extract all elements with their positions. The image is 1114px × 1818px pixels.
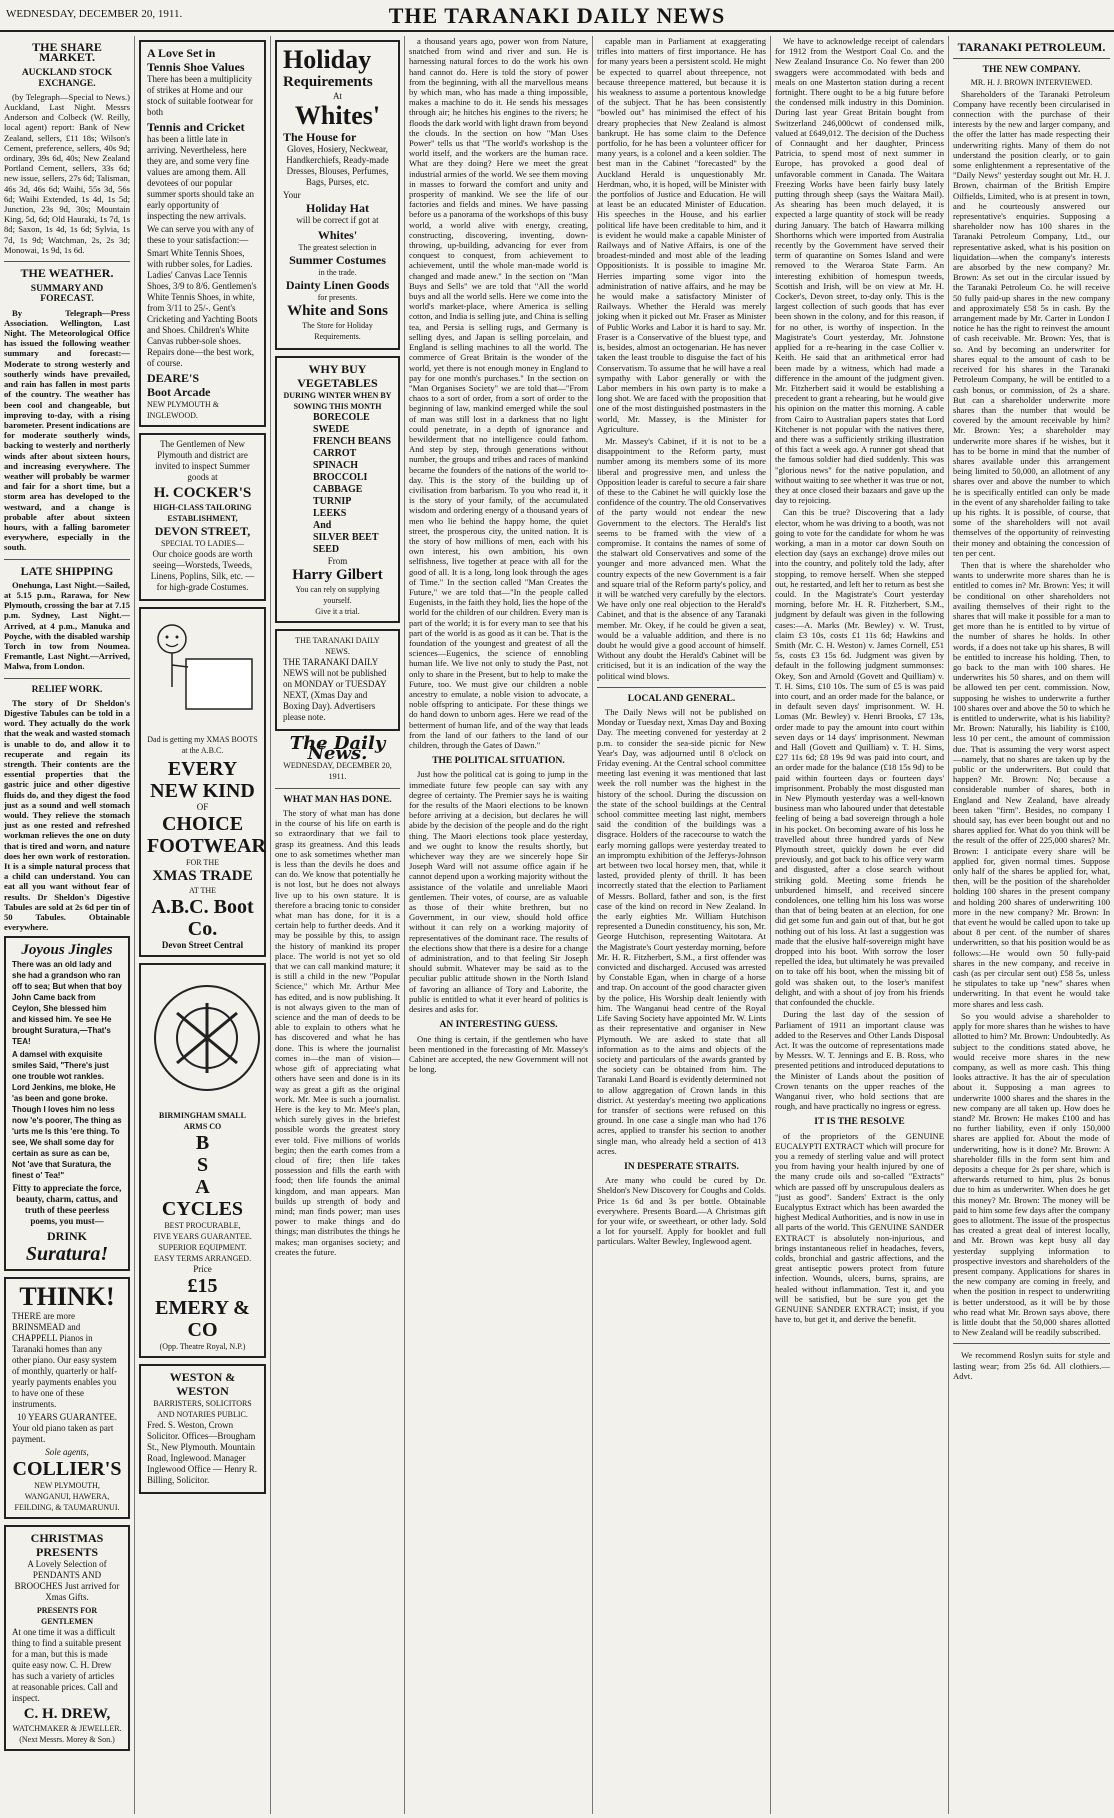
column-2 — [134, 36, 270, 1814]
resolve-text: of the proprietors of the GENUINE EUCALYPTI EXTRACT which will procure for you a remedy of sterling value and will protect you from having your health injured by one of the many crude oils and so-called "Extracts" which are passed off by unscrupulous dealers as "just as good". Sanders' Extract is the only Eucalyptus Extract which has been awarded the highest Medical Authorities, and is now in use in all parts of the world. This GENUINE SANDER EXTRACT is absolutely non-injurious, and brings instantaneous relief in headaches, fevers, colds, bronchial and gastric affections, and the great antiseptic powers protect from future infection. Wounds, ulcers, burns, sprains, are healed without inflammation. Test it, and you will be satisfied, but be sure you get the GENUINE SANDER EXTRACT; insist, if you have to, but get it, and derive the benefit. — [775, 1130, 944, 1325]
divider — [275, 788, 400, 789]
at-the-label: AT THE — [188, 886, 217, 895]
new-company-heading: THE NEW COMPANY. — [982, 65, 1081, 76]
house-text: Gloves, Hosiery, Neckwear, Handkerchiefs, Ready-made Dresses, Blouses, Perfumes, Bags, Purses, etc. — [286, 144, 389, 187]
list-item: CARROT — [313, 448, 357, 459]
cocker-intro: The Gentlemen of New Plymouth and district are invited to inspect Summer goods at — [155, 439, 250, 482]
weather-sub: SUMMARY AND FORECAST. — [30, 284, 104, 305]
presents-gent-heading: PRESENTS FOR GENTLEMEN — [36, 1606, 98, 1627]
local-heading: LOCAL AND GENERAL. — [627, 693, 736, 704]
special-ladies: SPECIAL TO LADIES— — [161, 539, 244, 548]
vegetable-list — [283, 412, 392, 556]
relief-heading: RELIEF WORK. — [31, 684, 103, 695]
divider — [4, 261, 130, 262]
vegetables-ad — [275, 356, 400, 623]
five-years-label: FIVE YEARS GUARANTEE. — [153, 1232, 252, 1241]
roslyn-text: We recommend Roslyn suits for style and lasting wear; from 25s 6d. All clothiers.—Advt. — [953, 1350, 1110, 1381]
bsa-ring-text: BIRMINGHAM SMALL ARMS CO — [159, 1111, 246, 1131]
deare-name: DEARE'S — [147, 371, 200, 385]
your-label: Your — [283, 190, 301, 200]
shipping-heading: LATE SHIPPING — [20, 563, 114, 578]
resolve-heading: IT IS THE RESOLVE — [814, 1117, 905, 1128]
in-trade: in the trade. — [318, 268, 357, 277]
emery-name: EMERY & CO — [155, 1297, 250, 1341]
jingle-b: A damsel with exquisite smiles Said, "There's just one trouble wot rankles. Lord Jenkins, me bloke, He 'as been and gone broke. Though I loves him no less now 'e's poorer, The thing as 'urts me Is this 'ere thing. To see, We shall some day for certain as sure as can be, Not 'ave that Suratura, the finest o' Tea!" — [12, 1050, 122, 1181]
boy-illustration — [147, 617, 258, 730]
share-market-sub: AUCKLAND STOCK EXCHANGE. — [21, 68, 113, 89]
weston-ad — [139, 1364, 266, 1494]
colliers-name: COLLIER'S — [12, 1458, 122, 1481]
every-new-kind: EVERY NEW KIND — [150, 758, 255, 802]
weston-sub: BARRISTERS, SOLICITORS AND NOTARIES PUBLIC. — [153, 1399, 252, 1419]
presents-text: At one time it was a difficult thing to find a suitable present for a man, but this is made quite easy now. C. H. Drew has such a variety of articles at reasonable prices. Call and inspect. — [12, 1627, 122, 1704]
masthead-date: WEDNESDAY, DECEMBER 20, 1911. — [6, 8, 183, 20]
silver-beet: SILVER BEET SEED — [313, 532, 379, 555]
column-7 — [948, 36, 1114, 1814]
weston-name: WESTON & WESTON — [169, 1370, 236, 1398]
interesting-text: One thing is certain, if the gentlemen who have been mentioned in the forecasting of Mr. Massey's Cabinet are accepted, the new Government will not be long. — [409, 1033, 588, 1075]
notice-text: THE TARANAKI DAILY NEWS will not be published on MONDAY or TUESDAY NEXT, (Xmas Day and Boxing Day). Advertisers please note. — [283, 657, 387, 722]
leader-date: WEDNESDAY, DECEMBER 20, 1911. — [283, 761, 392, 781]
interesting-heading: AN INTERESTING GUESS. — [439, 1020, 558, 1031]
cycles-label: CYCLES — [161, 1198, 244, 1220]
love-set: A Love Set in — [147, 46, 216, 60]
at-label: At — [333, 91, 342, 101]
best-label: BEST PROCURABLE, — [164, 1221, 241, 1230]
store-holiday: The Store for Holiday Requirements. — [302, 321, 373, 341]
tc-list: Smart White Tennis Shoes, with rubber soles, for Ladies. Ladies' Canvas Lace Tennis Shoes, 3/9 to 8/6. Gentlemen's White Tennis Shoes, in white, from 3/11 to 25/-. Gent's Cricketing and Yachting Boots and Shoes. Children's White Canvas rubber-sole shoes. Repairs done—the best work, of course. — [147, 248, 258, 368]
man-heading: WHAT MAN HAS DONE. — [283, 794, 392, 805]
bsa-logo — [147, 973, 258, 1106]
choice-footwear: CHOICE FOOTWEAR — [147, 813, 266, 857]
whites-ad — [275, 40, 400, 350]
divider — [953, 1343, 1110, 1344]
politics-text-2: Mr. Massey's Cabinet, if it is not to be a disappointment to the Reform party, must number among its members some of its more liberal and progressive men, and unless the Opposition leader is careful to secure a fair share of these to the Cabinet he will quickly lose the confidence of the country. The old Conservatives of the party would not endear the new Government to the electors. The Herald's list seems to be framed with the view of a compromise. It contains the names of some of the stalwart old Conservatives and some of the younger and more advanced men. What the country expects of the new Government is a fair and square trial of the Reform party's policy, and it will be watched very carefully by the electors. We have only one real objection to the Herald's Cabinet, and that is the absence of any Taranaki member. Mr. Okey, if he could be given a seat, would be a valuable addition, and there is no doubt he would give a good account of himself. Without any doubt the Herald's Cabinet will be criticised, but it is an indication of the way the political wind blows. — [597, 435, 766, 681]
masthead-title: THE TARANAKI DAILY NEWS — [388, 3, 726, 28]
list-item: SWEDE — [313, 424, 350, 435]
suratura-ad — [4, 936, 130, 1271]
column-4 — [404, 36, 592, 1814]
tc-serve: We can serve you with any of these to your satisfaction:— — [147, 224, 254, 245]
brown-sub: MR. H. J. BROWN INTERVIEWED. — [970, 78, 1093, 88]
divider — [4, 559, 130, 560]
daily-news-logo: The Daily News. — [289, 733, 386, 765]
notice-title: THE TARANAKI DAILY NEWS. — [295, 636, 380, 656]
colliers-towns: NEW PLYMOUTH, WANGANUI, HAWERA, FEILDING, & TAUMARUNUI. — [14, 1481, 120, 1513]
christmas-heading: CHRISTMAS PRESENTS — [30, 1531, 104, 1560]
list-item: LEEKS — [313, 508, 347, 519]
guarantee-text: Your old piano taken as part payment. — [12, 1423, 114, 1445]
jingle-a: There was an old lady and she had a grandson who ran off to sea; But when that boy John Came back from Ceylon, She blessed him and kissed him. Ye see He brought Suratura,—That's TEA! — [12, 960, 122, 1047]
devon-central: Devon Street Central — [161, 940, 244, 950]
abc-boot-ad — [139, 607, 266, 957]
holiday-hat: Holiday Hat — [305, 201, 369, 215]
tennis-ad — [139, 40, 266, 427]
of-label: OF — [196, 802, 209, 812]
think-heading: THINK! — [19, 1282, 115, 1312]
think-ad — [4, 1277, 130, 1519]
boy-sign-icon — [148, 617, 258, 727]
and-label: And — [313, 520, 332, 531]
share-market-text: (by Telegraph—Special to News.) Auckland, Last Night. Messrs Anderson and Colbeck (W. Reilly, local agent) report: Bank of New Zealand, sellers, £11 18s; Wilson's Cement, preference, sellers, 40s 9d; ordinary, 39s 6d, 40s; New Zealand Portland Cement, sellers, 33s 6d; new issue, sellers, 27s 6d; Talisman, 46s 3d, 46s 6d; Waihi, 55s 3d, 56s 6d; Waihi Extended, 1s 4d, 1s 5d; Junction, 23s 9d, 30s; Mountain King, 5d, 6d; Old Hauraki, 1s 7d, 1s 8d; Saxon, 1s 4d, 1s 6d; Sylvia, 1s 7d, 1s 9d; Watchman, 2s, 2s 3d; Monowai, 1s 9d, 1s 6d. — [4, 91, 130, 255]
column-6 — [770, 36, 948, 1814]
cocker-sub: HIGH-CLASS TAILORING ESTABLISHMENT, — [153, 503, 252, 523]
tennis-cricket: Tennis and Cricket — [147, 120, 245, 134]
drew-addr: (Next Messrs. Morey & Son.) — [19, 1735, 115, 1745]
holiday-heading: Holiday — [283, 45, 372, 74]
guarantee-label: 10 YEARS GUARANTEE. — [17, 1412, 117, 1423]
political-text: Just how the political cat is going to jump in the immediate future few people can say with any degree of certainty. The Premier says he is waiting for the results of the Maori elections to be known before arriving at a decision, but declares he will abide by the decision of the people and do the right thing. The Maori elections took place yesterday, and we ought to know the results shortly, but whichever way they are we sincerely hope Sir Joseph Ward will not assume office again if he cannot depend upon a working majority without the assistance of the volatile and unreliable Maori gentlemen. Their votes, of course, are as valuable as those of their white brethren, but no Government, in our view, should hold office without it can rely on a working majority of representatives of the dominant race. The results of the elections show that there is a desire for a change of administration, and to that feeling Sir Joseph should submit. Whatever may be said as to the peculiar public attitude shown in the North Island of favoring an alliance of Tory and Laborite, the public is entitled to what it ever heard of politics is desires and asks for. — [409, 769, 588, 1015]
political-heading: THE POLITICAL SITUATION. — [432, 756, 565, 767]
abc-sign-text: Dad is getting my XMAS BOOTS at the A.B.C. — [147, 735, 258, 755]
local-text: The Daily News will not be published on Monday or Tuesday next, Xmas Day and Boxing Day. The meeting convened for yesterday at 2 p.m. to consider the sea-side picnic for New Year's Day, was adjourned until 8 o'clock on Friday evening. At the Central school committee meeting last evening it was mentioned that last week the roll number was the highest in the history of the school. During the discussion on the state of the school buildings at the Central school committee meeting last night, members said the condition of the buildings was a disgrace. Holders of the racecourse to watch the early morning gallops were yesterday treated to an impromptu exhibition of the Jefferys-Johnson art between two local horsey men, that, while it lasted, provided plenty of thrill. It has been incorrectly stated that the election to Parliament of Messrs. Bollard, father and son, is the first case of the kind on record in New Zealand. In the early eighties Mr. William Hutchison represented a Dunedin constituency, his son, Mr. George Hutchison, representing Waitotara. At the Magistrate's Court yesterday morning, before Mr. H. R. Fitzherbert, S.M., a first offender was convicted and discharged. Accused was arrested by Constable Egan, when in charge of a horse and trap. On account of the good character given by the police, His Worship dealt leniently with him. The Wanganui head centre of the Royal Life Saving Society have appointed Mr. W. Lints as their representative and organiser in New Plymouth. We are asked to state that all information as to the aims and objects of the society and particulars of the awards granted by the society can be obtained from him. The Taranaki Land Board is evidently determined not to allow aggregation of Crown lands in this district. At yesterday's meeting two applications for transfer of sections were refused on this ground. In one case a single man who had 176 acres, applied to transfer his section to another single man, who already held a section of 413 acres. — [597, 707, 766, 1156]
list-item: SPINACH — [313, 460, 359, 471]
superior-label: SUPERIOR EQUIPMENT. — [158, 1243, 247, 1252]
cocker-name: H. COCKER'S — [153, 485, 252, 501]
petroleum-text-3: So you would advise a shareholder to apply for more shares than he wishes to have allotted to him? Mr. Brown: Undoubtedly. As subject to the conditions stated above, he would receive more shares in the new company, as well as more cash. This thing looks attractive. It has the air of speculation about it. Supposing a man agrees to underwrite 1000 shares and the shares in the new company are all taken up. How does he stand? Mr. Brown: He makes £100 and has no further liability, even if only 150,000 shares are applied for. About the mode of underwriting, how is it done? Mr. Brown: A shareholder fills in the form sent him and deposits a cheque for 2s per share, which is afterwards returned to him, plus 2s bonus due to him as underwriter. When does he get this money? Mr. Brown: The money will be paid to him some few days after the company goes to allotment. The issue of the prospectus has created a great deal of interest locally, and Mr. Brown was kept busy all day yesterday supplying information to prospective investors and shareholders of the present company. Applications for shares in the new company are coming in freely, and when the position in respect to underwriting is better understood, as it will be by those who read what Mr. Brown says above, there is little doubt that the 50,000 shares allotted to New Zealand will be readily subscribed. — [953, 1010, 1110, 1338]
from-label: From — [327, 556, 348, 566]
petroleum-heading: TARANAKI PETROLEUM. — [957, 40, 1106, 54]
tennis-shoe-values: Tennis Shoe Values — [147, 60, 245, 74]
sole-agents: Sole agents, — [45, 1447, 89, 1458]
price-value: £15 — [187, 1275, 218, 1297]
shipping-text: Onehunga, Last Night.—Sailed, at 5.15 p.m., Rarawa, for New Plymouth, crossing the bar at 7.15 p.m. Sydney, Last Night.—Arrived, at 4 p.m., Manuka and Poyche, with the disabled warship Torch in tow from Noumea. Fremantle, Last Night.—Arrived, Malwa, from London. — [4, 579, 130, 672]
devon-street: DEVON STREET, — [154, 524, 251, 538]
price-label: Price — [193, 1264, 212, 1274]
whites-heading: Whites' — [294, 101, 381, 130]
whites-2: Whites' — [317, 228, 358, 242]
bsa-ad — [139, 963, 266, 1358]
drink-label: DRINK — [46, 1229, 87, 1244]
love-text: There has been a multiplicity of strikes at Home and our stock of suitable footwear for both — [147, 74, 253, 117]
column-3 — [270, 36, 404, 1814]
jingles-title: Joyous Jingles — [21, 942, 113, 959]
emery-addr: (Opp. Theatre Royal, N.P.) — [159, 1342, 246, 1351]
christmas-presents-ad — [4, 1525, 130, 1751]
easy-terms-label: EASY TERMS ARRANGED. — [153, 1254, 252, 1263]
divider — [4, 678, 130, 679]
deare-addr: NEW PLYMOUTH & INGLEWOOD. — [147, 400, 219, 420]
christmas-text: A Lovely Selection of PENDANTS AND BROOCHES Just arrived for Xmas Gifts. — [14, 1559, 120, 1603]
special-text: Our choice goods are worth seeing—Worsteds, Tweeds, Linens, Poplins, Silk, etc. — for high-grade Costumes. — [150, 549, 255, 592]
masthead — [0, 0, 1114, 32]
drew-sub: WATCHMAKER & JEWELLER. — [12, 1724, 122, 1734]
distress-text: Are many who could be cured by Dr. Sheldon's New Discovery for Coughs and Colds. Price 1s 6d and 3s per bottle. Obtainable everywhere. Presents Board.—A Christmas gift for your wife, or sweetheart, or other lady. Sold a lot for yourself. Apply for booklet and full particulars. Walter Bewley, Inglewood agent. — [597, 1175, 766, 1247]
list-item: BORECOLE — [313, 412, 370, 423]
relief-text: The story of Dr Sheldon's Digestive Tabules can be told in a word. They actually do the work that the weak and wasted stomach is unable to do, and allow it to recuperate and regain its strength. Their contents are the essential properties that the gastric juice and other digestive fluids do, and they digest the food just as a sound and well stomach would. They relieve the stomach just as one rested and refreshed workman relieves the one on duty that is tired and worn, and nature does her own work of restoration. It is a simple natural process that a child can understand. You can eat all you want without fear of results. Dr Sheldon's Digestive Tabules are sold at 2s 6d per tin of 50 Tabules. Obtainable everywhere. — [4, 697, 130, 933]
hat-text: will be correct if got at — [296, 215, 379, 225]
weather-heading: THE WEATHER. — [20, 266, 114, 281]
news-text-3: During the last day of the session of Parliament of 1911 an important clause was added to the Reserves and Other Lands Disposal Act. It was the outcome of representations made by Messrs. W. T. Jennings and E. B. Ross, who presented petitions and introduced deputations to the Minister of Lands about the position of Crown tenants on the upper reaches of the Wanganui river, who hold sections that are rough, and have practically no ingress or egress. — [775, 1009, 944, 1112]
suratura-label: Suratura! — [25, 1243, 109, 1266]
bsa-letter-s: S — [196, 1154, 209, 1176]
white-sons: White and Sons — [287, 303, 388, 319]
politics-text-1: capable man in Parliament at exaggerating trifles into matters of first importance. He has for many years been a persistent scold. He might be expected to quarrel about threepence, not because threepence mattered, but because it is his weakness to assume a portentous knowledge of the subject. That he has been consistently "bowled out" has minimised the effect of his dreary prophecies that New Zealand is almost bankrupt. He has some claim to the Defence portfolio, for he has been a volunteer officer for many years, is a colonel and a keen soldier. The best man in the Cabinet "forecasted" by the Auckland Herald is unquestionably Mr. Herdman, who, it is hoped, will be Minister with the portfolios of Justice and Education. He will at least be an educated Minister of Education. His speeches in the House, and his earlier political life have been creditable to him, and it is evident he would make a capable Minister of Railways and of Native Affairs, is one of the broadest-minded and most able of the leading Oppositionists. It is possible to imagine Mr. Herries imparting some vigor into the administration of native affairs, and he may be he would make a satisfactory Minister of Railways. Whether the Herald was merely joking when it picked out Mr. Fraser as Minister of Public Works and Labor it is hard to say. Mr. Fraser is a Conservative of the bluest type, and is, besides, almost an octogenarian. He has never taken the least trouble to disguise the fact of his Conservatism. To assume that he will have a real sympathy with Labor generally or with the Labor members in his own party is to make a long shot. We are faced with the proposition that one of the most distinguished postmasters in the world, Mr. Massey, is the Minister for Agriculture. — [597, 36, 766, 434]
column-5 — [592, 36, 770, 1814]
why-buy: WHY BUY VEGETABLES — [297, 362, 378, 390]
greatest-label: The greatest selection in — [298, 243, 377, 252]
divider — [953, 58, 1110, 59]
winter-text: DURING WINTER WHEN BY SOWING THIS MONTH — [283, 391, 392, 411]
weather-text: By Telegraph—Press Association. Wellington, Last Night. The Meteorological Office has issued the following weather summary and forecast:—Moderate to strong westerly and southerly winds have prevailed, and rain has fallen in most parts of the country. The weather has been cool and changeable, but improving to-day, with a rising barometer. Present indications are for moderate southerly winds, backing to westerly and northerly winds after about sixteen hours, and increasing everywhere. The weather will probably be warmer and fair for a short time, but a storm area has developed to the westward, and a change is probable after about sixteen hours, with a falling barometer everywhere, especially in the south. — [4, 307, 130, 553]
supplying-text: You can rely on supplying yourself. — [295, 585, 380, 605]
summer-costumes: Summer Costumes — [289, 253, 386, 267]
divider — [597, 687, 766, 688]
drew-name: C. H. DREW, — [23, 1706, 111, 1723]
bsa-letter-a: A — [195, 1176, 210, 1198]
petroleum-text-2: Then that is where the shareholder who wants to underwrite more shares than he is entitled to comes in? Mr. Brown: Yes; it will be conditional on other shareholders not availing themselves of their right to the shares that will make it possible for a man to get more than he is entitled to by virtue of the number of shares he holds. In other words, if a does not take up his shares, B will be entitled to increase his holding. Then, to go back to the man with 100 shares. He underwrites his 50 shares, and on them will be allowed ten per cent. commission. Now, supposing he wishes to underwrite a further 100 shares over and above the 50 to which he is entitled to underwrite, what is his liability? Mr. Brown: Naturally, his liability is £100, less 10 per cent., the amount of commission due. That is assuming the very worst aspect—namely, that no shares are taken up by the public or the underwriters. But could that happen? Mr. Brown: No; because a considerable number of shares, both in England and New Zealand, have already been taken "firm". Besides, no company I should say, has ever been bought out and no shares applied for. What do you think will be the result of the offer of 225,000 shares? Mr. Brown: I anticipate every share will be applied for, given normal times. Suppose only half of the shares be applied for, what, then, will be the position of the shareholder holding 100 shares in the present company and holding 200 shares of underwriting 100 more in the new company? Mr. Brown: In that event he would be called upon to take up about 8 per cent. of the number of shares underwritten, so that his position would be as follows:—He would own 50 fully-paid shares in the new company, and receive in cash (as per circular sent out) £58 5s, unless he stipulates to take up "new" shares when underwriting. In that event he would take more shares and less cash. — [953, 559, 1110, 1009]
man-text: The story of what man has done in the course of his life on earth is so extraordinary that we fail to grasp its greatness. And this leads one to ask sometimes whether man is less than the devils he does and can do. We know that potentially he is not lost, but he does not always live up to his own stature. It is therefore a bracing tonic to consider what man has done, for it is a certain help to further deeds. And it may be possible by this, to assign the history of mankind its proper place. The world is not yet so old that we can call mankind mature; it is still a child in the new "Popular Science," which Mr. Arthur Mee has edited, and is now publishing. It is not always given to the man of science and the man of deeds to be able to explain to others what he has discovered and what he has done. This is where the journalist comes in—the man of vision—whose gift of appreciating what others have seen and done is in its way as great a gift as the original work. Mr. Mee is such a journalist. Here is the key to Mr. Mee's plan, which surely gives in the briefest possible words the greatest story ever told. Five millions of worlds begin; then the earth comes from a cloud of fire; then life takes possession and fills the earth with food; then life founds the animal kingdom, and man appears. Man builds up strength of body and mind; man finds power; man uses power to make things and do things; man distributes the things he makes; man organises society; and creates the future. — [275, 808, 400, 1257]
house-for: The House for — [283, 130, 357, 144]
for-the-label: FOR THE — [186, 858, 219, 867]
distress-heading: IN DESPERATE STRAITS. — [624, 1161, 739, 1172]
list-item: TURNIP — [313, 496, 352, 507]
dainty-linen: Dainty Linen Goods — [285, 278, 390, 292]
news-text-2: Can this be true? Discovering that a lady elector, whom he was driving to a booth, was not going to vote for the candidate for whom he was working, a man in a motor car down South on election day (says an exchange) drove miles out into the country, and politely told the lady, after stopping, to remove herself. When she stepped out, he restarted, and left her to return as best she could. In the Magistrate's Court yesterday morning, before Mr. H. R. Fitzherbert, S.M., judgment by default was given in the following cases:—A. Marks (Mr. Bewley) v. W. Trust, claim £3 10s, costs £1 11s 6d; Hawkins and Smith (Mr. C. H. Weston) v. James Cornell, £51 5s, costs £3 15s 6d. Judgment was given by default in the following judgment summonses: Okey, Son and Arnold (Govett and Quilliam) v. T. H. Sims, £10 10s. The sum of £5 is was paid into court, and an order made for the balance, or in default seven days' imprisonment. W. H. Lomas (Mr. Bewley) v. Henri Brooks, £7 13s, order made to pay the amount into court within seven days or 14 days' imprisonment. Newman and Hall (Govett and Quilliam) v. T. H. Sims, £27 11s 6d; £8 19s 9d was paid into court, and an order made for the balance (£18 15s 9d) to be paid within fourteen days or fourteen days' imprisonment. Probably the most disgusted man in New Plymouth yesterday was a well-known business man who laboured under that detestable feeling of being a bad sovereign through a hole in his pocket. On becoming aware of his loss he travelled about three hundred yards of New Plymouth street, quickly down he ever did previously, and got back to his office very warm and disgusted, after a close search without striking gold. Meeting some friends he unburdened himself, and received sincere condolences, one telling him his loss was worse than that of being beaten at an election, for one did get some fun and gain out of that, but he got nothing out of his loss. At last a suggestion was made that the elusive half-sovereign might have dropped into his boot. With sorrow the loser repelled the idea, but ultimately he was prevailed on to take off his boot, when the missing bit of gold was shaken out, to the loser's manifest delight, and with a shout of joy from his friends that confounded the chuckle. — [775, 507, 944, 1008]
share-market-heading: THE SHARE MARKET. — [32, 40, 102, 65]
petroleum-text-1: Shareholders of the Taranaki Petroleum Company have recently been circularised in connection with the purchase of their interests by the new and larger company, and the offer the latter has made respecting their underwriting rights. Many of them do not understand the position clearly, or to gain some enlightenment a representative of the "Daily News" yesterday sought out Mr. H. J. Brown, chairman of the British Empire Oilfields, Limited, who is at present in town, and he courteously answered our representative's enquiries. Supposing a shareholder now has 100 shares in the Taranaki Petroleum Company, Ltd., our representative asked, what is his position on liquidation—when the company's interests are absorbed by the new company? Mr. Brown: As set out in the circular issued by the Taranaki Petroleum Co. he will receive 50 fully paid-up shares in the new company and approximately £58 5s in cash. By the arrangement made by Mr. Carter in London I notice he has the right to reinvest the amount of cash receivable. Mr. Brown: Yes, that is so. And by becoming an underwriter for shares equal to the amount of cash to be received for his shares in the Taranaki Petroleum Company, he will be entitled to a cash bonus, or commission, of 2s a share. But can a shareholder underwrite more shares than the number that would be covered by the amount receivable by him? Mr. Brown: Yes; a shareholder may underwrite more shares if he wishes, but it has to be borne in mind that the number of shares available under this arrangement being limited to 50,000, an allotment of any shares over and above the number to which he is specifically entitled can only be made in the event of any shareholder failing to take up his rights. It is possible, of course, that some of the shareholders will not avail themselves of the opportunity of reinvesting their money and obtaining the concession of ten per cent. — [953, 88, 1110, 558]
bsa-letter-b: B — [195, 1132, 210, 1154]
list-item: FRENCH BEANS — [313, 436, 392, 447]
list-item: CABBAGE — [313, 484, 363, 495]
cocker-ad — [139, 433, 266, 601]
tc-text: has been a little late in arriving. Nevertheless, here they are, and some very fine values are among them. All devotees of our popular summer sports should take an early opportunity of inspecting the new arrivals. — [147, 134, 254, 221]
news-text-1: We have to acknowledge receipt of calendars for 1912 from the Westport Coal Co. and the New Zealand Insurance Co. No fewer than 200 swaggers were accommodated with beds and meals on one Masterton station during a recent fortnight. There ought to be a big future before the condensed milk industry in this Dominion. During last year Great Britain bought from Switzerland 246,000cwt of condensed milk, valued at £649,012. The decision of the Duchess of Connaught and her daughter, Princess Patricia, to spend most of next summer in Europe, has provoked a good deal of unfavorable comment in Canada. The Waitara Freezing Works have been fairly busy lately putting through sheep (says the Waitara Mail). As shearing has been much delayed, it is expected a large quantity of stock will be ready during January. The batch of Hawarra milking Shorthorns which were imported from Australia recently by the Government have served their term of quarantine on Somes Island and were removed to the Weraroa State Farm. An interesting exhibition of homespun tweeds, Scottish and Irish, will be on view at Mr. H. Cocker's, Devon street, to-day only. This is the largest collection of such goods that has ever been shown in the colony, and for this reason, if for no other, is worthy of inspection. In the Magistrate's Court yesterday, Mr. Johnstone applied for a re-hearing in the case Collier v. Keith. He said that an arithmetical error had been made by a witness, which had made a difference in the amount of the judgment given. Mr. Fitzherbert said it would be establishing a precedent to grant a rehearing, but he would give his opinion on the matter this morning. A cable from Cairo to Australian papers states that Lord Kitchener is not popular with the natives there, and there was a sufficiently striking illustration of this fact a week ago. A runner got shead that the famous soldier had died suddenly. This was "glorious news" for the native population, and without waiting to see whether it was true or not, they at once closed their bazaars and gave up the day to rejoicing. — [775, 36, 944, 506]
boot-arcade: Boot Arcade — [147, 385, 211, 399]
for-presents: for presents. — [317, 293, 358, 302]
column-1 — [0, 36, 134, 1814]
bsa-rifle-logo-icon — [147, 973, 267, 1103]
harry-gilbert: Harry Gilbert — [292, 567, 383, 583]
requirements-heading: Requirements — [283, 74, 373, 90]
list-item: BROCCOLI — [313, 472, 368, 483]
notice-box — [275, 629, 400, 731]
jingle-c: Fitty to appreciate the force, beauty, charm, cattus, and truth of these peerless poems, you must— — [12, 1183, 122, 1227]
give-trial: Give it a trial. — [315, 607, 360, 616]
abc-boot-co: A.B.C. Boot Co. — [151, 896, 254, 940]
think-text: THERE are more BRINSMEAD and CHAPPELL Pianos in Taranaki homes than any other piano. Our easy system of monthly, quarterly or half-yearly payments enables you to have one of these instruments. — [12, 1311, 118, 1410]
weston-text: Fred. S. Weston, Crown Solicitor. Offices—Brougham St., New Plymouth. Mountain Road, Inglewood. Manager Inglewood Office — Henry R. Billing, Solicitor. — [147, 1420, 258, 1485]
xmas-trade: XMAS TRADE — [152, 868, 253, 884]
man-text-2: a thousand years ago, power won from Nature, snatched from wind and river and sun. He is harnessing natural forces to do the work his own hand cannot do. Here is told the story of power from the beginning, with all the marvellous means by which man, who has made a thing impossible, makes a machine to do it. He sends his messages through air; he hitches his engines to the rivers; he floods the dark world with light drawn from beyond the clouds. In the section on how "Man Uses Power" tells us that "The world's workshop is the world itself, and the workers are the human race. What are they doing? Here we meet the great industrial armies of the world. We see them moving in masses to forward the comfort and unity and prosperity of mankind. We see the life of our factories and fields and mines. We have passing before us a panorama of the workshops of this busy world, a world alive with energy, creating, constructing, discovering, inventing, down-throwing, up-building, advancing for ever from conquest to conquest, from achievement to achievement, until the whole man-made world is changed and made anew." In the section on "Man Buys and Sells" we are told that "All the world buys and all the world sells. Here we come into the world's market-place, where America is selling cotton, and India is selling jute, and China is selling tea, and Persia is selling rugs, and Germany is selling dyes, and Japan is selling porcelain, and England is selling machines to all the world. The commerce of Great Britain is the wonder of the world, yet there is not enough money in England to pay for one month's purchases." In the section on "Man Organises Society" we are told that—"From chaos to a sort of order, from a sort of order to the beginning of law, mankind emerged while the soul of man was still lost in a darkness that no light could penetrate, in a depth of ignorance and bewilderment that no intelligence could fathom. And step by step, through generations without number, the groups and tribes and races of mankind became the founders of the nations of the world to-day. This is the story of the building up of civilisation from barbarism. To you who read it, it is the story of your family, of the accumulated wisdom and ordering energy of a thousand years of men who lie behind the happy home, the quiet street, the prosperous city, the united nation. It is the story of how millions of men, each with his own interest, his own ambition, his own selfishness, live together at peace with all for the good of all. It is a long, long look through the ages of Time." In the section called "Man Creates the Future," we are told that—"In the people called Eugenists, in the faith they hold, lies the hope of the world for the children of our children. Every man is part of the world; it is for every man to see that his part of the world is as good as it can be. That is the foundation of the youngest and greatest of all the sciences—Eugenics, the science of ennobling human life. We live not only to study the Past, not only to share in the Present, but to help to make the Future, too. We must give our children a noble ancestry to emulate, a noble vision to advocate, a noble offspring to anticipate. For these things we do hand down to unborn ages. Here we read of the betterment of human life, and of the way that leads from the land of our fathers to the land of our children, through the Gates of Dawn." — [409, 36, 589, 751]
